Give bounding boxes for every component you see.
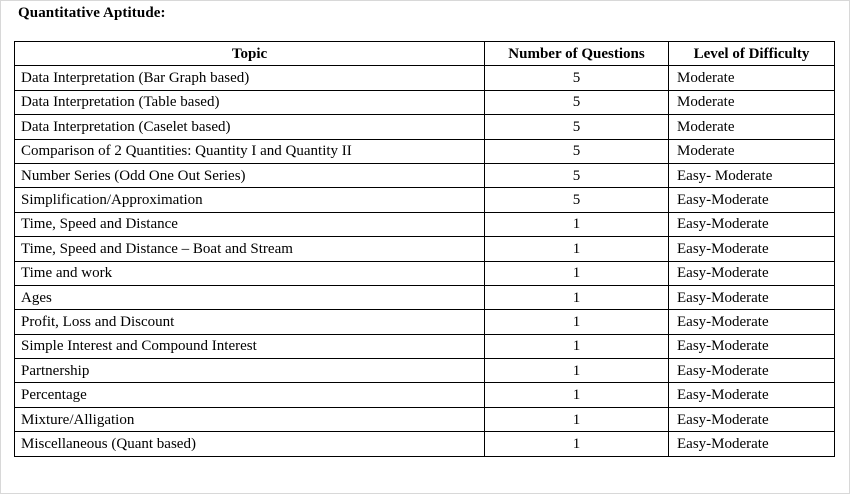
question-count-cell: 1 xyxy=(485,432,669,456)
question-count-cell: 1 xyxy=(485,310,669,334)
difficulty-cell: Easy-Moderate xyxy=(669,432,835,456)
question-count-cell: 5 xyxy=(485,90,669,114)
topic-cell: Comparison of 2 Quantities: Quantity I and Quantity II xyxy=(15,139,485,163)
topic-cell: Number Series (Odd One Out Series) xyxy=(15,163,485,187)
question-count-cell: 5 xyxy=(485,163,669,187)
question-count-cell: 1 xyxy=(485,359,669,383)
table-row xyxy=(15,139,835,163)
difficulty-cell: Easy- Moderate xyxy=(669,163,835,187)
difficulty-cell: Moderate xyxy=(669,90,835,114)
table-row xyxy=(15,334,835,358)
topic-cell: Simplification/Approximation xyxy=(15,188,485,212)
difficulty-cell: Moderate xyxy=(669,115,835,139)
question-count-cell: 5 xyxy=(485,115,669,139)
question-count-cell: 5 xyxy=(485,139,669,163)
question-count-cell: 5 xyxy=(485,188,669,212)
difficulty-cell: Easy-Moderate xyxy=(669,334,835,358)
table-row xyxy=(15,432,835,456)
question-count-cell: 1 xyxy=(485,334,669,358)
syllabus-table xyxy=(14,41,835,457)
topic-cell: Partnership xyxy=(15,359,485,383)
topic-cell: Time, Speed and Distance – Boat and Stream xyxy=(15,237,485,261)
table-row xyxy=(15,383,835,407)
table-row xyxy=(15,163,835,187)
topic-cell: Simple Interest and Compound Interest xyxy=(15,334,485,358)
topic-cell: Time and work xyxy=(15,261,485,285)
difficulty-cell: Easy-Moderate xyxy=(669,310,835,334)
difficulty-cell: Easy-Moderate xyxy=(669,188,835,212)
difficulty-cell: Easy-Moderate xyxy=(669,237,835,261)
topic-cell: Data Interpretation (Table based) xyxy=(15,90,485,114)
table-row xyxy=(15,237,835,261)
column-header-level-of-difficulty: Level of Difficulty xyxy=(669,42,835,66)
question-count-cell: 1 xyxy=(485,261,669,285)
table-header-row xyxy=(15,42,835,66)
topic-cell: Profit, Loss and Discount xyxy=(15,310,485,334)
table-row xyxy=(15,359,835,383)
table-row xyxy=(15,407,835,431)
question-count-cell: 1 xyxy=(485,212,669,236)
question-count-cell: 1 xyxy=(485,285,669,309)
difficulty-cell: Moderate xyxy=(669,139,835,163)
topic-cell: Mixture/Alligation xyxy=(15,407,485,431)
topic-cell: Percentage xyxy=(15,383,485,407)
topic-cell: Ages xyxy=(15,285,485,309)
question-count-cell: 1 xyxy=(485,237,669,261)
table-row xyxy=(15,285,835,309)
topic-cell: Data Interpretation (Caselet based) xyxy=(15,115,485,139)
difficulty-cell: Easy-Moderate xyxy=(669,407,835,431)
topic-cell: Miscellaneous (Quant based) xyxy=(15,432,485,456)
table-row xyxy=(15,261,835,285)
question-count-cell: 1 xyxy=(485,383,669,407)
difficulty-cell: Easy-Moderate xyxy=(669,212,835,236)
table-row xyxy=(15,66,835,90)
question-count-cell: 5 xyxy=(485,66,669,90)
difficulty-cell: Easy-Moderate xyxy=(669,359,835,383)
table-row xyxy=(15,115,835,139)
difficulty-cell: Easy-Moderate xyxy=(669,383,835,407)
table-row xyxy=(15,188,835,212)
table-row xyxy=(15,90,835,114)
difficulty-cell: Moderate xyxy=(669,66,835,90)
column-header-topic: Topic xyxy=(15,42,485,66)
question-count-cell: 1 xyxy=(485,407,669,431)
difficulty-cell: Easy-Moderate xyxy=(669,261,835,285)
difficulty-cell: Easy-Moderate xyxy=(669,285,835,309)
topic-cell: Time, Speed and Distance xyxy=(15,212,485,236)
table-row xyxy=(15,310,835,334)
table-row xyxy=(15,212,835,236)
column-header-number-of-questions: Number of Questions xyxy=(485,42,669,66)
topic-cell: Data Interpretation (Bar Graph based) xyxy=(15,66,485,90)
section-heading: Quantitative Aptitude: xyxy=(18,5,166,21)
